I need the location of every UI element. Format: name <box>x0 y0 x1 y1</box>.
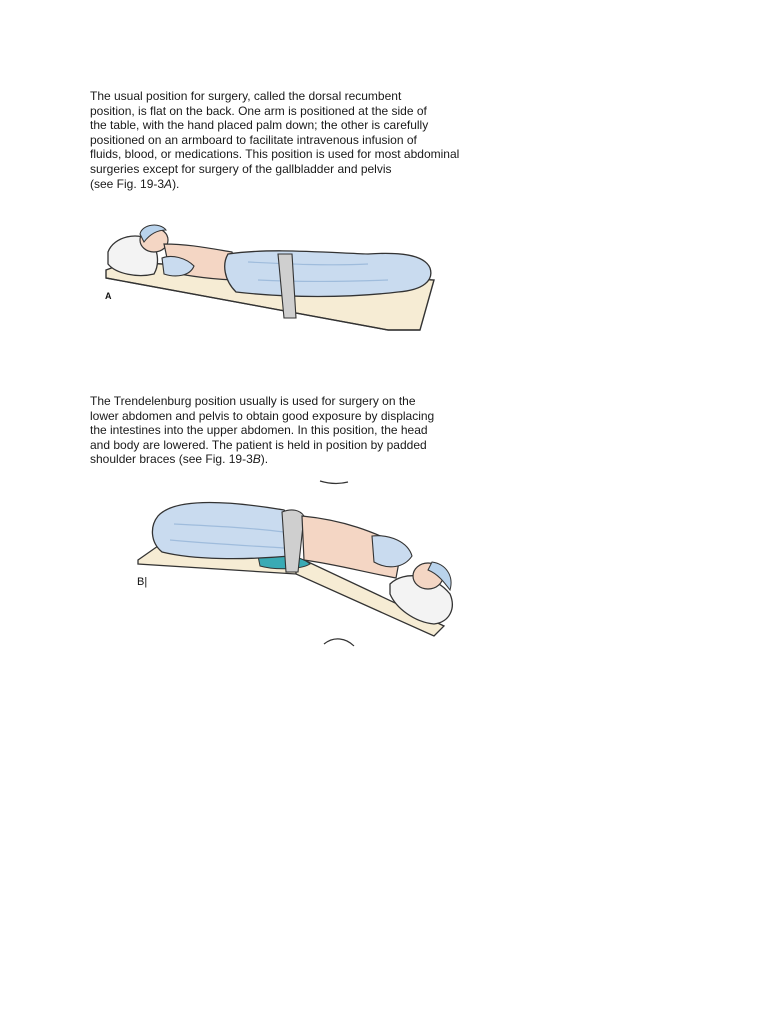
figure-reference-letter: B <box>252 452 261 467</box>
sheet-drape <box>225 251 431 297</box>
text-line: lower abdomen and pelvis to obtain good exposure by displacing <box>90 408 435 423</box>
dorsal-recumbent-drawing <box>98 218 440 340</box>
text-line: the intestines into the upper abdomen. In this position, the head <box>90 423 428 438</box>
figure-reference-prefix: (see Fig. 19-3 <box>90 176 165 191</box>
text-line: position, is flat on the back. One arm is positioned at the side of <box>90 103 427 118</box>
figure-reference-suffix: ). <box>172 176 180 191</box>
figure-reference-line <box>90 177 459 192</box>
text-line: fluids, blood, or medications. This position is used for most abdominal <box>90 147 460 162</box>
text-line: The usual position for surgery, called the dorsal recumbent <box>90 89 402 103</box>
figure-trendelenburg-illustration <box>134 476 456 648</box>
figure-label-b: B| <box>137 576 148 588</box>
figure-label-a: A <box>105 291 112 301</box>
text-line: The Trendelenburg position usually is used for surgery on the <box>90 394 416 408</box>
figure-dorsal-recumbent-illustration <box>98 218 440 340</box>
text-line: the table, with the hand placed palm down; the other is carefully <box>90 118 429 133</box>
text-line: and body are lowered. The patient is held in position by padded <box>90 437 427 452</box>
trendelenburg-drawing <box>134 476 456 648</box>
figure-reference-suffix: ). <box>260 452 269 467</box>
paragraph-dorsal-recumbent <box>90 89 459 191</box>
arm-drape <box>372 536 412 567</box>
figure-reference-letter: A <box>164 176 173 191</box>
paragraph-trendelenburg <box>90 394 434 467</box>
text-line: surgeries except for surgery of the gallbladder and pelvis <box>90 161 392 176</box>
text-line: positioned on an armboard to facilitate intravenous infusion of <box>90 132 417 147</box>
figure-reference-prefix: shoulder braces (see Fig. 19-3 <box>90 452 253 467</box>
figure-reference-line <box>90 452 434 467</box>
